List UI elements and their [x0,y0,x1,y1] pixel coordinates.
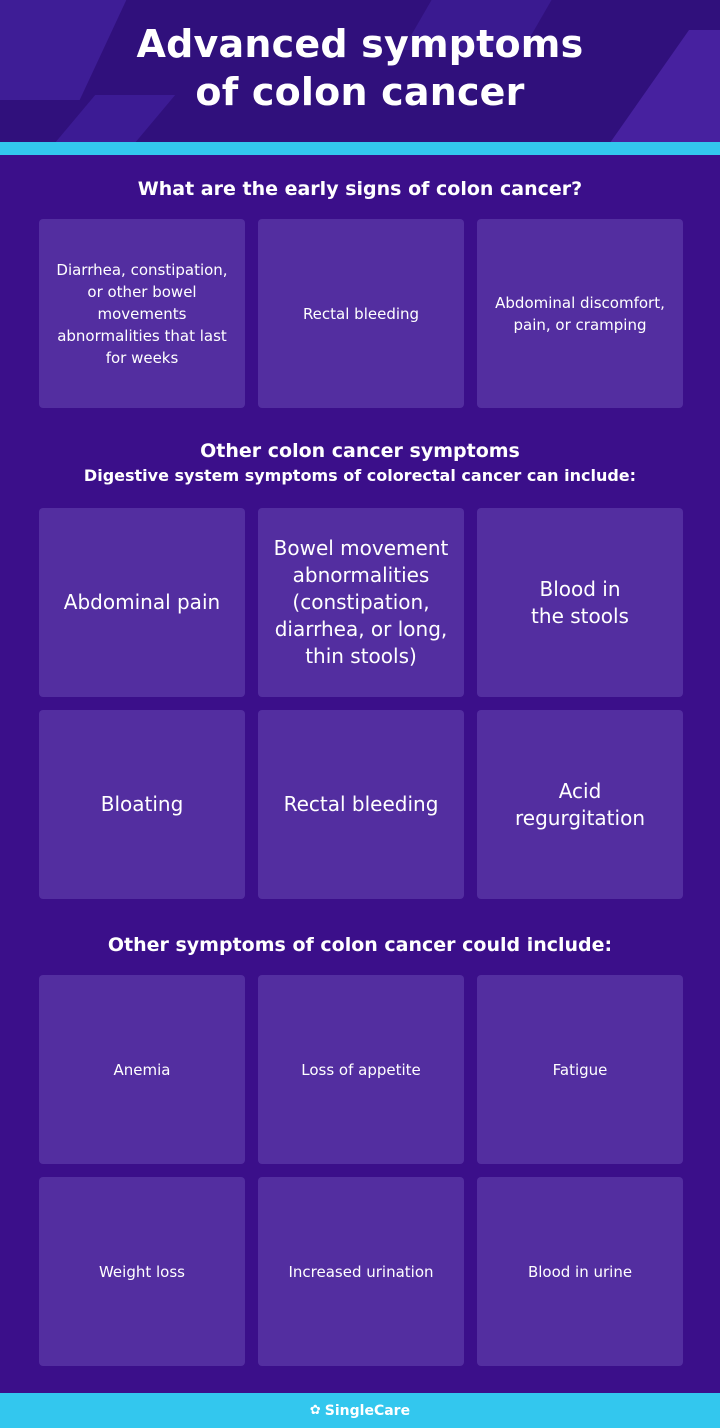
card-label: Anemia [113,1060,171,1079]
other-symptoms-heading: Other colon cancer symptoms [200,440,520,462]
footer-bar [0,1393,720,1428]
card-label: Bloating [100,792,184,816]
symptom-card [477,710,683,899]
card-label: Diarrhea, constipation, or other bowel movements abnormalities that last for weeks [56,260,228,367]
card-label: Blood in the stools [531,576,629,628]
card-label: Rectal bleeding [302,304,420,323]
symptom-card [477,508,683,697]
card-label: Abdominal discomfort, pain, or cramping [495,293,665,334]
card-label: Bowel movement abnormalities (constipation, diarrhea, or long, thin stools) [273,536,449,668]
card-label: Increased urination [288,1262,434,1281]
symptom-card [477,975,683,1164]
title-line-1: Advanced symptoms [136,22,584,66]
early-signs-heading: What are the early signs of colon cancer? [137,178,583,200]
card-label: Weight loss [98,1262,185,1281]
symptom-card [39,710,245,899]
card-label: Loss of appetite [301,1060,421,1079]
other-symptoms-grid [39,975,684,1366]
could-include-heading: Other symptoms of colon cancer could include: [107,934,613,956]
card-label: Rectal bleeding [283,792,439,816]
page-title [0,20,720,116]
accent-stripe [0,142,720,155]
symptom-card [477,1177,683,1366]
header-banner [0,0,720,142]
symptom-card [258,1177,464,1366]
early-sign-card [39,219,245,408]
card-label: Fatigue [552,1060,608,1079]
symptom-card [258,508,464,697]
symptom-card [39,1177,245,1366]
digestive-symptoms-grid [39,508,684,899]
brand-name: SingleCare [324,1402,411,1419]
singlecare-logo-icon: ✿ [309,1403,321,1418]
symptom-card [39,975,245,1164]
symptom-card [258,975,464,1164]
card-label: Blood in urine [527,1262,633,1281]
card-label: Acid regurgitation [515,778,645,830]
early-sign-card [258,219,464,408]
title-line-2: of colon cancer [195,70,525,114]
other-symptoms-subheading: Digestive system symptoms of colorectal cancer can include: [83,466,637,485]
early-sign-card [477,219,683,408]
early-signs-grid [39,219,684,408]
symptom-card [39,508,245,697]
card-label: Abdominal pain [63,590,221,614]
symptom-card [258,710,464,899]
